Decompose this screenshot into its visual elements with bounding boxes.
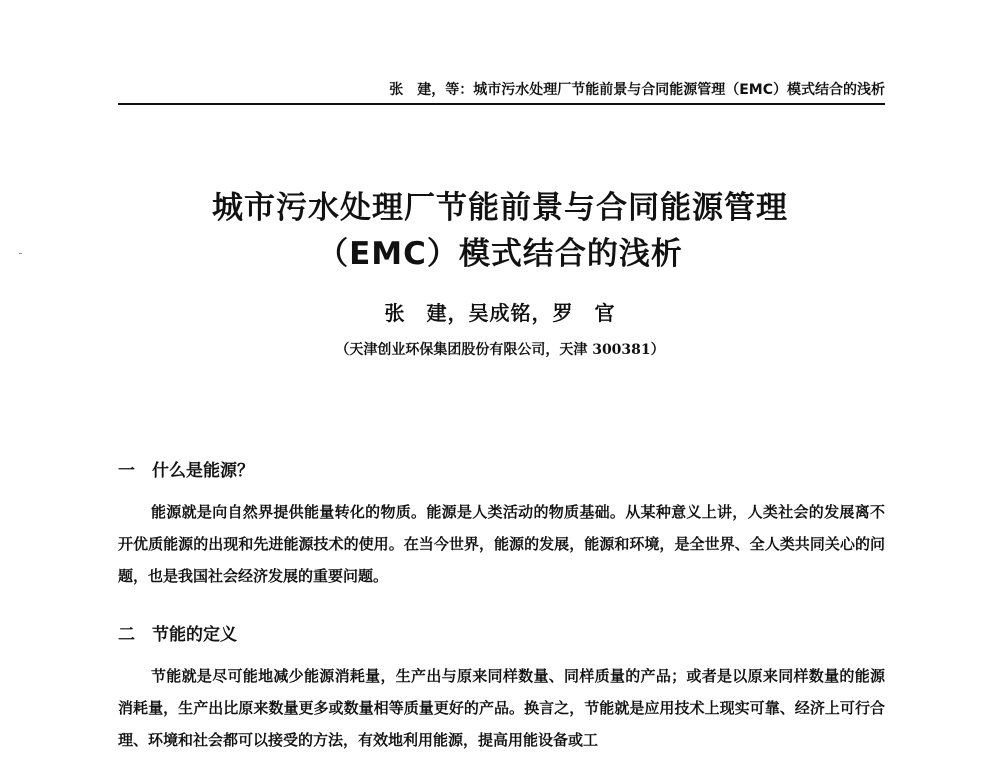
section-body-2: 节能就是尽可能地减少能源消耗量，生产出与原来同样数量、同样质量的产品；或者是以原来同样数量的能源消耗量，生产出比原来数量更多或数量相等质量更好的产品。换言之，节能就是应用技术上现实可靠、经济上可行合理、环境和社会都可以接受的方法，有效地利用能源，提高用能设备或工 [118, 667, 885, 749]
section-number-1: 一 [118, 461, 135, 481]
section-number-2: 二 [118, 625, 135, 645]
running-header: 张 建，等：城市污水处理厂节能前景与合同能源管理（EMC）模式结合的浅析 [389, 82, 885, 98]
section-title-1: 什么是能源？ [152, 461, 254, 481]
section-body-1: 能源就是向自然界提供能量转化的物质。能源是人类活动的物质基础。从某种意义上讲，人类社会的发展离不开优质能源的出现和先进能源技术的使用。在当今世界，能源的发展，能源和环境，是全世界、全人类共同关心的问题，也是我国社会经济发展的重要问题。 [118, 503, 885, 585]
section-title-2: 节能的定义 [152, 625, 237, 645]
header-rule [118, 103, 885, 105]
section-heading-1 [118, 456, 254, 481]
section-heading-2 [118, 620, 237, 645]
article-title-line-1: 城市污水处理厂节能前景与合同能源管理 [212, 190, 788, 226]
affiliation: （天津创业环保集团股份有限公司，天津 300381） [335, 342, 665, 358]
author-list: 张 建，吴成铭，罗 官 [384, 301, 616, 325]
article-title-line-2: （EMC）模式结合的浅析 [317, 236, 683, 272]
